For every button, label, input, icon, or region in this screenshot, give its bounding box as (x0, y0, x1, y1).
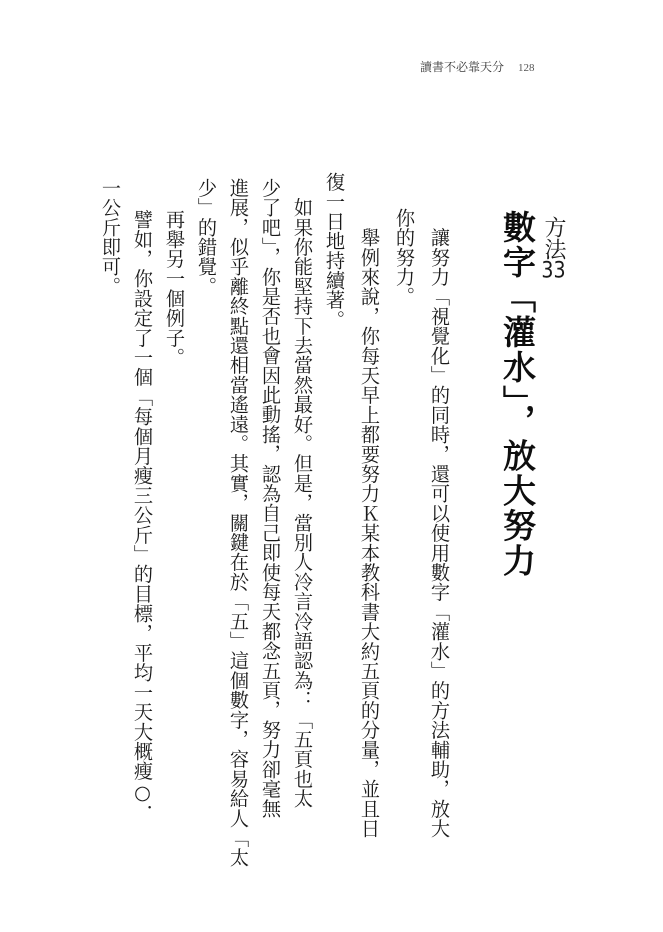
section-title: 數字「灌水」，放大努力 (498, 210, 537, 579)
body-line-10: 譬如，你設定了一個「每個月瘦三公斤」的目標，平均一天大概瘦○． (131, 190, 154, 825)
method-label (540, 216, 566, 282)
body-line-1: 讓努力「視覺化」的同時，還可以使用數字「灌水」的方法輔助，放大 (428, 208, 451, 839)
body-line-4: 復一日地持續著。 (323, 172, 346, 330)
body-line-8: 少」的錯覺。 (195, 178, 218, 297)
body-line-11: 一公斤即可。 (99, 178, 122, 297)
body-line-9: 再舉另一個例子。 (163, 190, 186, 368)
body-line-3: 舉例來說，你每天早上都要努力Ｋ某本教科書大約五頁的分量，並且日 (358, 208, 381, 839)
body-line-6: 少了吧」，你是否也會因此動搖，認為自己即使每天都念五頁，努力卻毫無 (259, 178, 282, 819)
method-label-text: 方法 (541, 216, 566, 260)
book-title: 讀書不必靠天分 (420, 60, 505, 74)
running-header (420, 58, 535, 75)
page-number: 128 (518, 62, 535, 74)
body-line-7: 進展，似乎離終點還相當遙遠。其實，關鍵在於「五」這個數字，容易給人「太 (227, 178, 250, 868)
method-number: 33 (541, 260, 566, 282)
body-line-5: 如果你能堅持下去當然最好。但是，當別人冷言冷語認為：「五頁也太 (291, 178, 314, 809)
body-line-2: 你的努力。 (393, 208, 416, 307)
